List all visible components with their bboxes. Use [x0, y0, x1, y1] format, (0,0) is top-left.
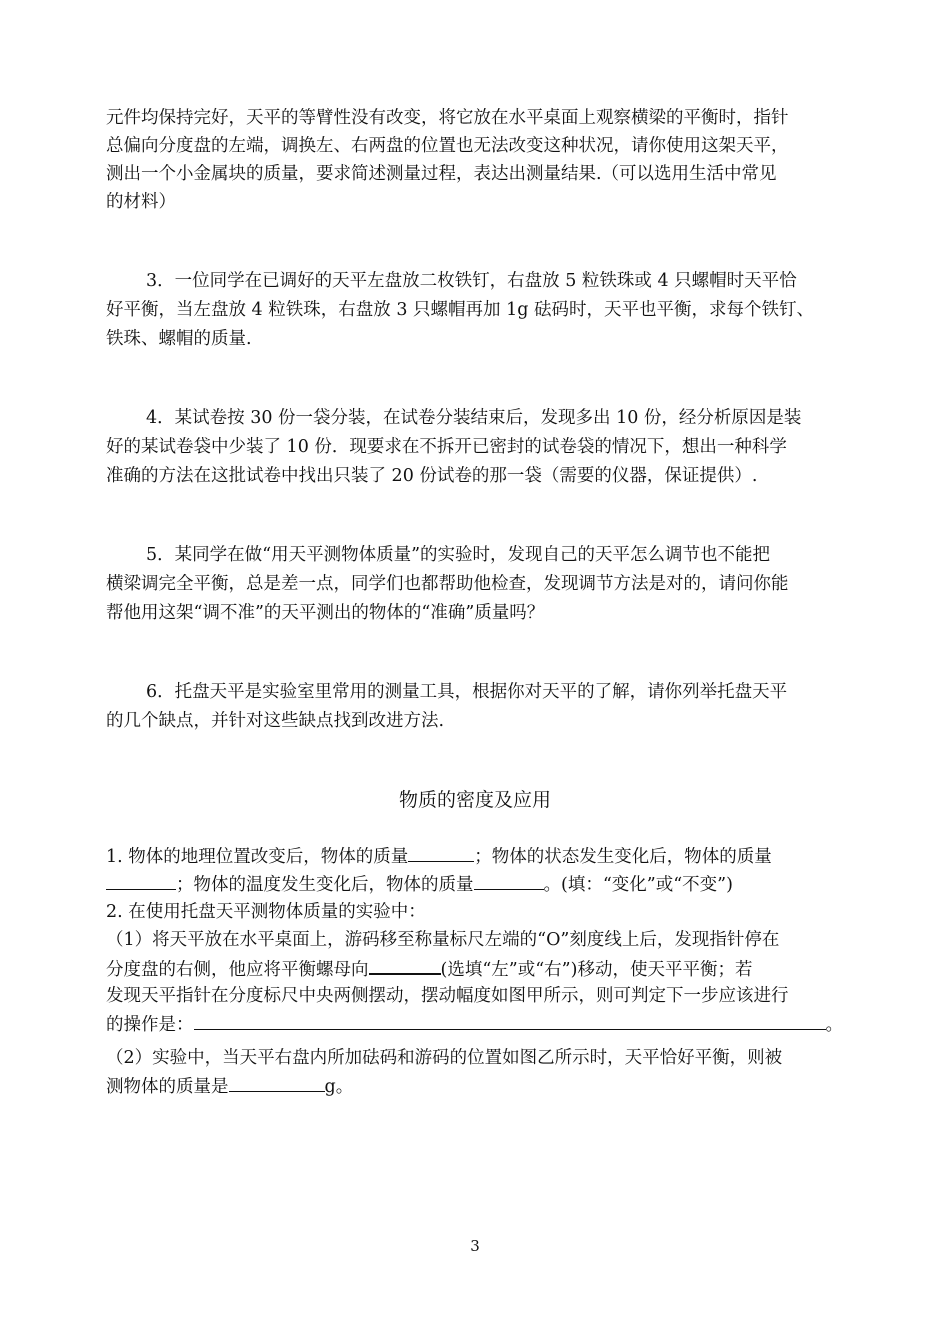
question-text: ；物体的状态发生变化后，物体的质量 — [474, 847, 772, 867]
answer-blank[interactable] — [408, 843, 474, 862]
fill-question-2-line — [106, 1011, 846, 1039]
question-text: 1. 物体的地理位置改变后，物体的质量 — [106, 847, 409, 867]
question-text: 分度盘的右侧，他应将平衡螺母向 — [106, 960, 369, 980]
question-6-line: 6．托盘天平是实验室里常用的测量工具，根据你对天平的了解，请你列举托盘天平 — [146, 682, 788, 702]
question-4-line: 准确的方法在这批试卷中找出只装了 20 份试卷的那一袋（需要的仪器，保证提供）. — [106, 466, 758, 486]
question-text: 。 — [825, 1015, 843, 1035]
fill-question-2-line: （2）实验中，当天平右盘内所加砝码和游码的位置如图乙所示时，天平恰好平衡，则被 — [106, 1048, 783, 1068]
question-3-line: 铁珠、螺帽的质量. — [106, 329, 252, 349]
answer-blank[interactable] — [369, 955, 441, 975]
question-text: g。 — [324, 1077, 354, 1097]
fill-question-2-line — [106, 1073, 846, 1101]
question-3-line: 3．一位同学在已调好的天平左盘放二枚铁钉，右盘放 5 粒铁珠或 4 只螺帽时天平恰 — [146, 271, 797, 291]
fill-question-2-line — [106, 955, 846, 984]
question-4-line: 4．某试卷按 30 份一袋分装，在试卷分装结束后，发现多出 10 份，经分析原因是装 — [146, 408, 802, 428]
paragraph-line: 测出一个小金属块的质量，要求简述测量过程，表达出测量结果.（可以选用生活中常见 — [106, 164, 777, 184]
question-6-line: 的几个缺点，并针对这些缺点找到改进方法. — [106, 711, 445, 731]
fill-question-1-line — [106, 871, 846, 899]
section-title: 物质的密度及应用 — [398, 789, 551, 811]
question-5-line: 5．某同学在做“用天平测物体质量”的实验时，发现自己的天平怎么调节也不能把 — [146, 545, 771, 565]
question-text: 。(填：“变化”或“不变”) — [543, 875, 733, 895]
question-5-line: 帮他用这架“调不准”的天平测出的物体的“准确”质量吗？ — [106, 603, 545, 623]
question-3-line: 好平衡，当左盘放 4 粒铁珠，右盘放 3 只螺帽再加 1g 砝码时，天平也平衡，求每个铁钉、 — [106, 300, 814, 320]
answer-blank[interactable] — [229, 1073, 325, 1092]
answer-blank[interactable] — [474, 871, 544, 890]
question-4-line: 好的某试卷袋中少装了 10 份．现要求在不拆开已密封的试卷袋的情况下，想出一种科学 — [106, 437, 787, 457]
question-text: (选填“左”或“右”)移动，使天平平衡；若 — [440, 960, 753, 980]
answer-blank[interactable] — [194, 1011, 826, 1030]
question-text: ；物体的温度发生变化后，物体的质量 — [176, 875, 474, 895]
fill-question-2-line: （1）将天平放在水平桌面上，游码移至称量标尺左端的“O”刻度线上后，发现指针停在 — [106, 930, 780, 950]
paragraph-line: 元件均保持完好，天平的等臂性没有改变，将它放在水平桌面上观察横梁的平衡时，指针 — [106, 108, 789, 128]
question-5-line: 横梁调完全平衡，总是差一点，同学们也都帮助他检查，发现调节方法是对的，请问你能 — [106, 574, 789, 594]
question-text: 的操作是： — [106, 1015, 194, 1035]
paragraph-line: 的材料） — [106, 192, 176, 212]
question-text: 测物体的质量是 — [106, 1077, 229, 1097]
fill-question-2-line: 发现天平指针在分度标尺中央两侧摆动，摆动幅度如图甲所示，则可判定下一步应该进行 — [106, 986, 789, 1006]
answer-blank[interactable] — [106, 871, 176, 890]
paragraph-line: 总偏向分度盘的左端，调换左、右两盘的位置也无法改变这种状况，请你使用这架天平， — [106, 136, 789, 156]
fill-question-2-intro: 2. 在使用托盘天平测物体质量的实验中： — [106, 902, 426, 922]
page-number: 3 — [470, 1237, 480, 1255]
fill-question-1-line — [106, 843, 846, 871]
